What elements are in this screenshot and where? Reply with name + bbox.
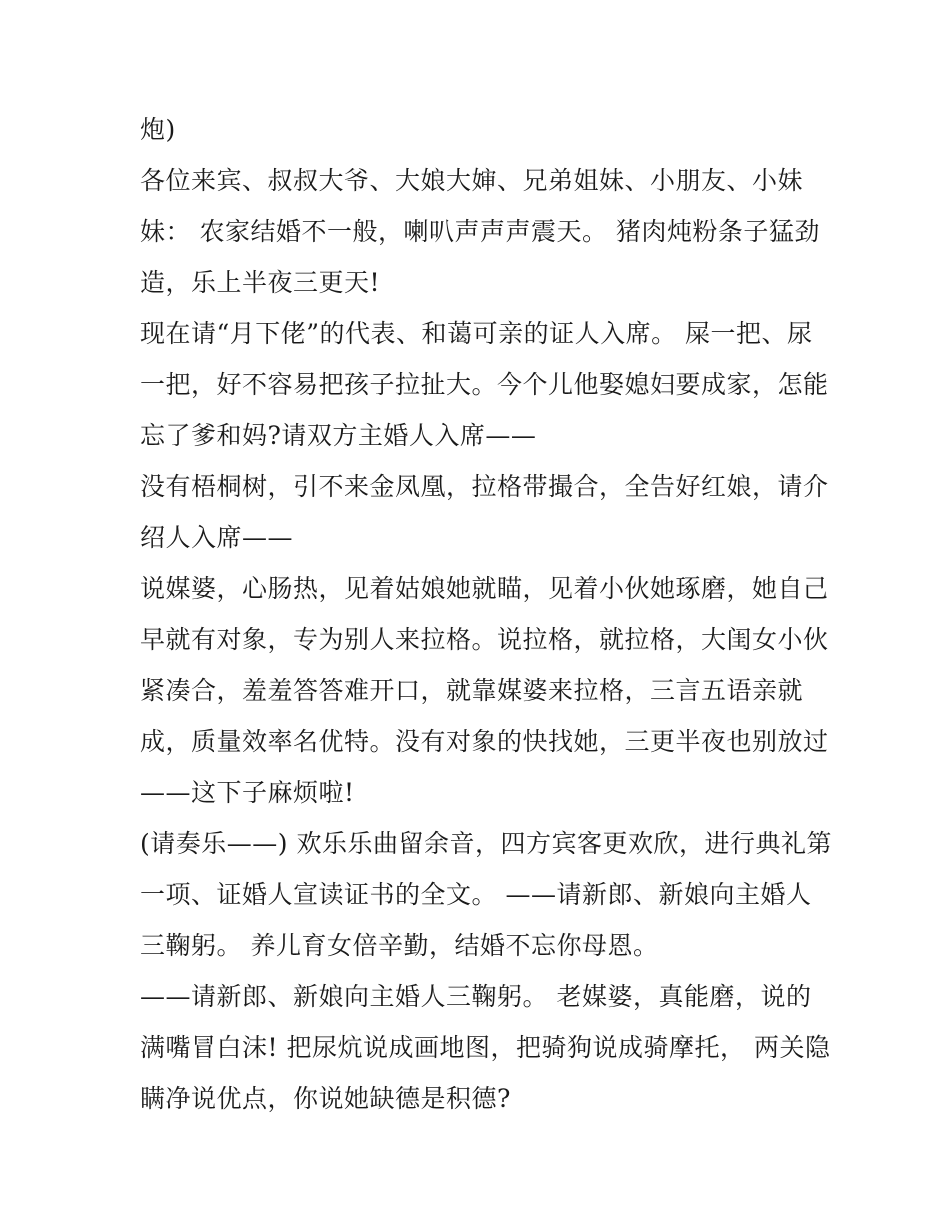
text-line: 一把，好不容易把孩子拉扯大。今个儿他娶媳妇要成家，怎能 — [140, 370, 829, 399]
document-body — [140, 104, 832, 1124]
text-line: 各位来宾、叔叔大爷、大娘大婶、兄弟姐妹、小朋友、小妹 — [140, 166, 804, 195]
text-line: 紧凑合，羞羞答答难开口，就靠媒婆来拉格，三言五语亲就 — [140, 676, 804, 705]
text-line: ——请新郎、新娘向主婚人三鞠躬。 老媒婆，真能磨，说的 — [140, 982, 812, 1011]
text-line: 绍人入席—— — [140, 523, 294, 552]
text-line: 一项、证婚人宣读证书的全文。 ——请新郎、新娘向主婚人 — [140, 880, 812, 909]
text-line: 忘了爹和妈?请双方主婚人入席—— — [140, 421, 537, 450]
text-line: 成，质量效率名优特。没有对象的快找她，三更半夜也别放过 — [140, 727, 829, 756]
text-line: 说媒婆，心肠热，见着姑娘她就瞄，见着小伙她琢磨，她自己 — [140, 574, 829, 603]
text-line: 三鞠躬。 养儿育女倍辛勤，结婚不忘你母恩。 — [140, 931, 659, 960]
text-line: 没有梧桐树，引不来金凤凰，拉格带撮合，全告好红娘，请介 — [140, 472, 829, 501]
text-line: 炮) — [140, 115, 176, 144]
text-line: (请奏乐——) 欢乐乐曲留余音，四方宾客更欢欣，进行典礼第 — [140, 829, 832, 858]
text-line: ——这下子麻烦啦! — [140, 778, 355, 807]
text-line: 满嘴冒白沫! 把尿炕说成画地图，把骑狗说成骑摩托， 两关隐 — [140, 1033, 831, 1062]
text-line: 妹： 农家结婚不一般，喇叭声声声震天。 猪肉炖粉条子猛劲 — [140, 217, 820, 246]
text-line: 现在请“月下佬”的代表、和蔼可亲的证人入席。 屎一把、尿 — [140, 319, 813, 348]
text-line: 造，乐上半夜三更天! — [140, 268, 381, 297]
text-line: 瞒净说优点，你说她缺德是积德? — [140, 1084, 511, 1113]
text-line: 早就有对象，专为别人来拉格。说拉格，就拉格，大闺女小伙 — [140, 625, 829, 654]
